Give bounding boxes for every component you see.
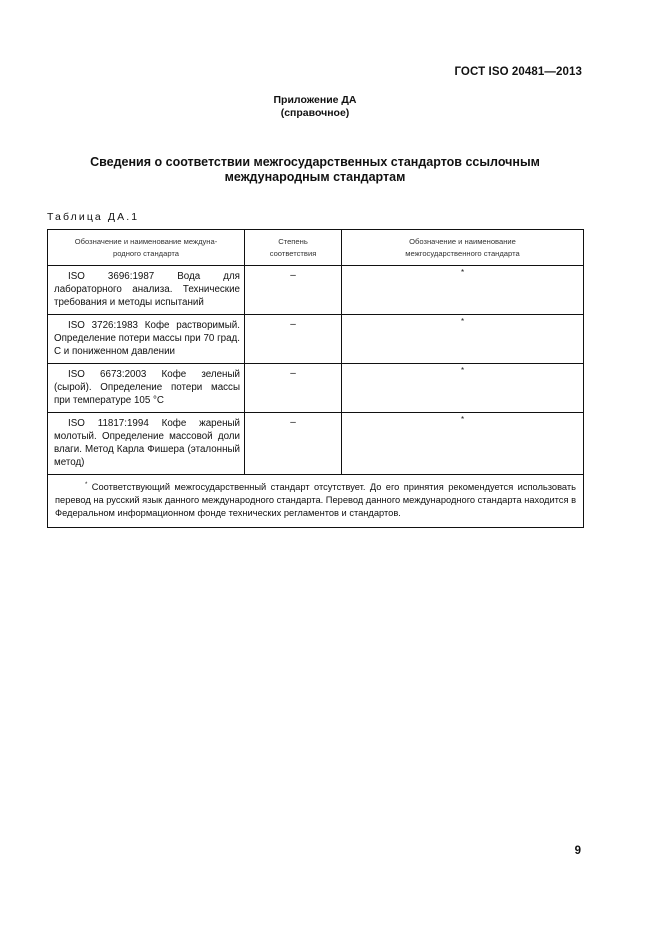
header-degree-of-conformity: Степень соответствия [245,230,342,266]
cell-international-standard [48,413,245,475]
annex-heading [0,94,630,120]
section-title-line-2: международным стандартам [224,170,406,184]
cell-degree: – [245,364,342,413]
footnote-mark: * [85,482,88,488]
header-interstate-standard: Обозначение и наименование межгосударственного стандарта [342,230,584,266]
table-footnote [48,475,584,528]
page-number: 9 [574,845,581,857]
standard-text: ISO 3696:1987 Вода для лабораторного анализа. Технические требования и методы испытаний [54,271,240,308]
standard-text: ISO 6673:2003 Кофе зеленый (сырой). Определение потери массы при температуре 105 °С [54,369,240,406]
standard-text: ISO 11817:1994 Кофе жареный молотый. Определение массовой доли влаги. Метод Карла Фишера (эталонный метод) [54,418,240,468]
table-row [48,364,584,413]
cell-degree: – [245,413,342,475]
correspondence-table [47,229,584,528]
cell-degree: – [245,266,342,315]
standard-text: ISO 3726:1983 Кофе растворимый. Определение потери массы при 70 град. С и пониженном давлении [54,320,240,357]
header-international-standard: Обозначение и наименование междуна-родного стандарта [48,230,245,266]
table-row [48,413,584,475]
cell-interstate-standard: * [342,364,584,413]
cell-international-standard [48,364,245,413]
section-title-line-1: Сведения о соответствии межгосударственных стандартов ссылочным [90,155,540,169]
footnote-text: Соответствующий межгосударственный стандарт отсутствует. До его принятия рекомендуется использовать перевод на русский язык данного международного стандарта. Перевод данного международного стандарта находится в Федеральном информационном фонде технических регламентов и стандартов. [55,482,577,519]
cell-international-standard [48,266,245,315]
cell-interstate-standard: * [342,266,584,315]
cell-interstate-standard: * [342,413,584,475]
table-row [48,315,584,364]
annex-subtitle: (справочное) [280,107,350,119]
table-caption: Таблица ДА.1 [47,211,140,223]
section-title [50,155,580,185]
table-footnote-row [48,475,584,528]
footnote-text-wrap [55,479,576,520]
table-header-row [48,230,584,266]
document-code: ГОСТ ISO 20481—2013 [454,66,582,78]
annex-title: Приложение ДА [273,94,357,106]
cell-degree: – [245,315,342,364]
cell-international-standard [48,315,245,364]
cell-interstate-standard: * [342,315,584,364]
table-row [48,266,584,315]
